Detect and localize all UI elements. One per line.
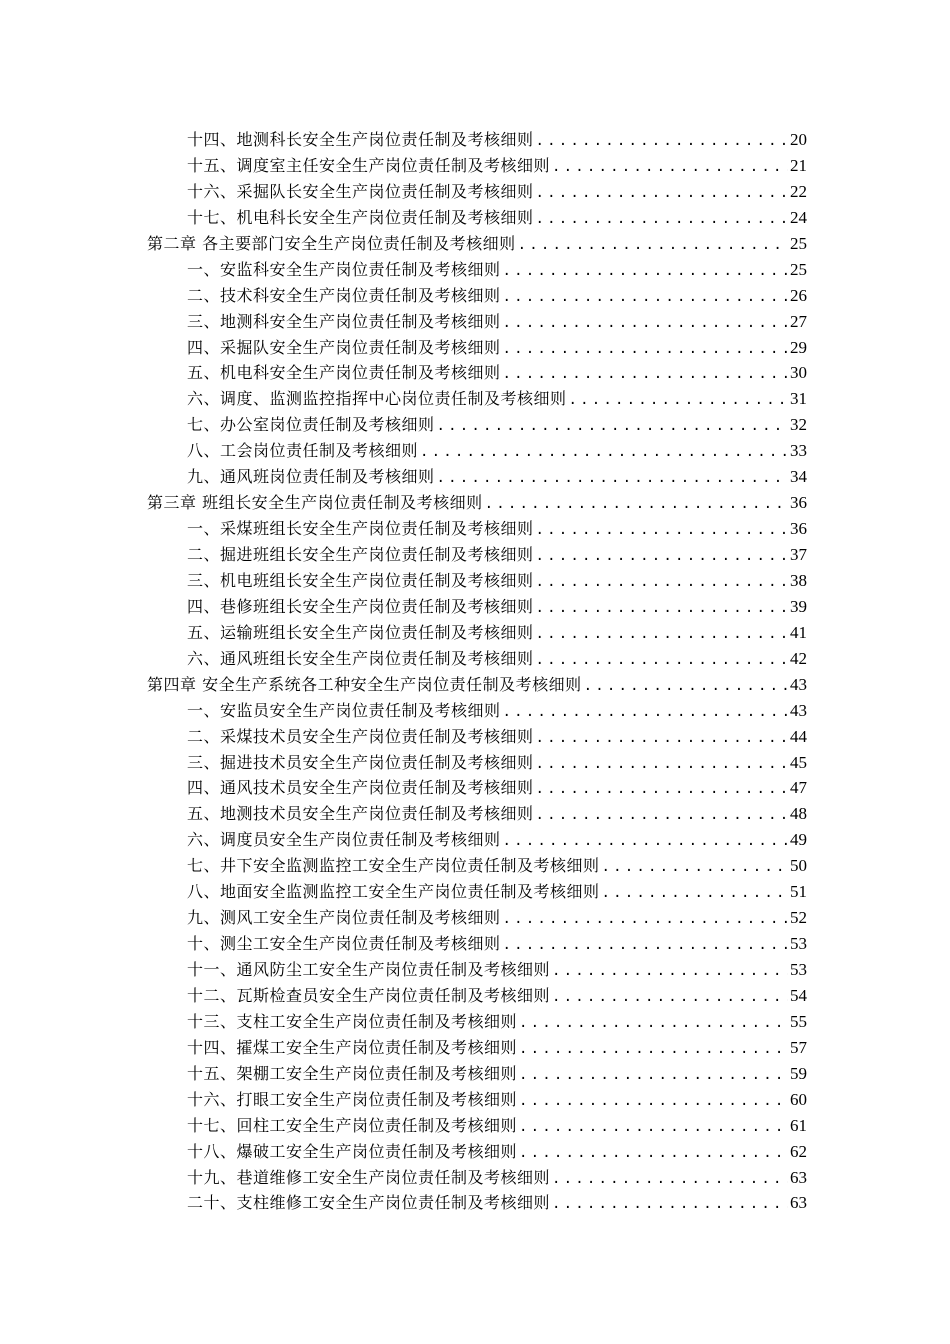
toc-leader-dots xyxy=(519,1141,788,1167)
toc-entry-title: 十八、爆破工安全生产岗位责任制及考核细则 xyxy=(187,1141,518,1161)
toc-leader-dots xyxy=(536,622,788,648)
toc-leader-dots xyxy=(536,752,788,778)
toc-entry-title: 十四、地测科长安全生产岗位责任制及考核细则 xyxy=(187,130,534,149)
toc-leader-dots xyxy=(536,544,788,570)
toc-entry-title: 八、工会岗位责任制及考核细则 xyxy=(187,441,419,461)
toc-leader-dots xyxy=(518,233,788,259)
toc-entry-title: 七、办公室岗位责任制及考核细则 xyxy=(187,415,435,435)
toc-entry-page: 60 xyxy=(790,1089,807,1109)
toc-entry-page: 47 xyxy=(790,778,807,798)
toc-entry-title: 五、机电科安全生产岗位责任制及考核细则 xyxy=(187,363,501,383)
toc-entry-title: 四、巷修班组长安全生产岗位责任制及考核细则 xyxy=(187,596,534,616)
toc-entry[interactable] xyxy=(147,360,807,386)
toc-entry-title: 一、安监员安全生产岗位责任制及考核细则 xyxy=(187,700,501,720)
toc-entry[interactable] xyxy=(147,1165,807,1191)
toc-entry[interactable] xyxy=(147,516,807,542)
table-of-contents xyxy=(147,127,807,1216)
toc-entry[interactable] xyxy=(147,205,807,231)
toc-entry[interactable] xyxy=(147,127,807,153)
toc-leader-dots xyxy=(503,259,788,285)
toc-entry-page: 20 xyxy=(790,130,807,149)
toc-entry-page: 33 xyxy=(790,441,807,461)
toc-entry[interactable] xyxy=(147,905,807,931)
toc-entry-page: 63 xyxy=(790,1167,807,1187)
toc-entry-page: 37 xyxy=(790,545,807,564)
toc-entry-page: 44 xyxy=(790,726,807,746)
toc-leader-dots xyxy=(536,596,788,622)
toc-entry-page: 52 xyxy=(790,908,807,928)
toc-entry-title: 十九、巷道维修工安全生产岗位责任制及考核细则 xyxy=(187,1167,551,1187)
toc-entry-title: 五、运输班组长安全生产岗位责任制及考核细则 xyxy=(187,622,534,642)
toc-entry-page: 48 xyxy=(790,804,807,824)
toc-entry[interactable] xyxy=(147,879,807,905)
toc-entry-page: 30 xyxy=(790,363,807,383)
toc-entry-title: 一、安监科安全生产岗位责任制及考核细则 xyxy=(187,259,501,279)
toc-entry-page: 57 xyxy=(790,1037,807,1057)
toc-entry-title: 十五、调度室主任安全生产岗位责任制及考核细则 xyxy=(187,155,551,175)
toc-entry[interactable] xyxy=(147,231,807,257)
toc-entry-page: 53 xyxy=(790,934,807,954)
toc-entry[interactable] xyxy=(147,542,807,568)
toc-leader-dots xyxy=(552,959,788,985)
toc-entry[interactable] xyxy=(147,1139,807,1165)
toc-entry-title: 十五、架棚工安全生产岗位责任制及考核细则 xyxy=(187,1063,518,1083)
toc-entry[interactable] xyxy=(147,335,807,361)
toc-entry-page: 29 xyxy=(790,337,807,357)
toc-leader-dots xyxy=(519,1063,788,1089)
toc-entry-page: 63 xyxy=(790,1193,807,1213)
toc-entry-title: 第三章 班组长安全生产岗位责任制及考核细则 xyxy=(147,493,483,513)
toc-entry-title: 第二章 各主要部门安全生产岗位责任制及考核细则 xyxy=(147,233,516,253)
toc-entry-title: 九、通风班岗位责任制及考核细则 xyxy=(187,467,435,487)
toc-entry-title: 十二、瓦斯检查员安全生产岗位责任制及考核细则 xyxy=(187,985,551,1005)
toc-leader-dots xyxy=(503,829,788,855)
toc-entry-title: 十四、攉煤工安全生产岗位责任制及考核细则 xyxy=(187,1037,518,1057)
toc-entry-page: 38 xyxy=(790,570,807,590)
toc-entry-title: 九、测风工安全生产岗位责任制及考核细则 xyxy=(187,908,501,928)
toc-leader-dots xyxy=(536,803,788,829)
toc-leader-dots xyxy=(536,777,788,803)
toc-leader-dots xyxy=(503,362,788,388)
toc-leader-dots xyxy=(552,1192,788,1218)
toc-entry-page: 25 xyxy=(790,259,807,279)
toc-entry[interactable] xyxy=(147,1190,807,1216)
toc-entry[interactable] xyxy=(147,801,807,827)
toc-leader-dots xyxy=(503,285,788,311)
toc-entry-title: 十、测尘工安全生产岗位责任制及考核细则 xyxy=(187,934,501,954)
toc-entry-page: 26 xyxy=(790,285,807,305)
toc-leader-dots xyxy=(503,700,788,726)
toc-entry[interactable] xyxy=(147,672,807,698)
toc-entry-page: 61 xyxy=(790,1115,807,1135)
toc-entry-title: 二十、支柱维修工安全生产岗位责任制及考核细则 xyxy=(187,1193,551,1213)
toc-entry[interactable] xyxy=(147,464,807,490)
toc-entry[interactable] xyxy=(147,698,807,724)
toc-leader-dots xyxy=(536,570,788,596)
toc-entry[interactable] xyxy=(147,257,807,283)
toc-entry-page: 42 xyxy=(790,648,807,668)
toc-leader-dots xyxy=(519,1115,788,1141)
toc-entry-page: 22 xyxy=(790,181,807,201)
toc-entry-title: 三、掘进技术员安全生产岗位责任制及考核细则 xyxy=(187,752,534,772)
toc-entry-page: 25 xyxy=(790,233,807,253)
toc-entry-page: 31 xyxy=(790,389,807,409)
toc-entry-title: 六、调度员安全生产岗位责任制及考核细则 xyxy=(187,830,501,850)
toc-entry[interactable] xyxy=(147,646,807,672)
toc-entry[interactable] xyxy=(147,309,807,335)
toc-leader-dots xyxy=(503,907,788,933)
toc-entry-title: 三、机电班组长安全生产岗位责任制及考核细则 xyxy=(187,570,534,590)
toc-entry-title: 六、调度、监测监控指挥中心岗位责任制及考核细则 xyxy=(187,389,567,409)
toc-entry[interactable] xyxy=(147,1061,807,1087)
toc-entry[interactable] xyxy=(147,983,807,1009)
toc-entry-page: 54 xyxy=(790,985,807,1005)
toc-entry-title: 二、采煤技术员安全生产岗位责任制及考核细则 xyxy=(187,726,534,746)
toc-leader-dots xyxy=(536,129,788,155)
toc-leader-dots xyxy=(437,466,788,492)
toc-entry-page: 53 xyxy=(790,960,807,979)
toc-entry[interactable] xyxy=(147,438,807,464)
toc-leader-dots xyxy=(552,155,788,181)
toc-leader-dots xyxy=(536,518,788,544)
toc-entry[interactable] xyxy=(147,1087,807,1113)
toc-leader-dots xyxy=(519,1037,788,1063)
toc-entry-page: 34 xyxy=(790,467,807,487)
toc-entry-title: 一、采煤班组长安全生产岗位责任制及考核细则 xyxy=(187,519,534,539)
toc-entry-page: 41 xyxy=(790,622,807,642)
toc-leader-dots xyxy=(552,985,788,1011)
toc-leader-dots xyxy=(536,181,788,207)
toc-entry-page: 62 xyxy=(790,1141,807,1161)
toc-entry-page: 55 xyxy=(790,1011,807,1031)
toc-entry[interactable] xyxy=(147,750,807,776)
toc-entry-title: 四、通风技术员安全生产岗位责任制及考核细则 xyxy=(187,778,534,798)
toc-entry-page: 43 xyxy=(790,674,807,694)
toc-entry[interactable] xyxy=(147,620,807,646)
toc-entry[interactable] xyxy=(147,179,807,205)
toc-entry-page: 36 xyxy=(790,519,807,539)
toc-entry-title: 十一、通风防尘工安全生产岗位责任制及考核细则 xyxy=(187,960,551,979)
toc-entry-page: 43 xyxy=(790,700,807,720)
toc-entry[interactable] xyxy=(147,153,807,179)
toc-leader-dots xyxy=(519,1089,788,1115)
toc-entry[interactable] xyxy=(147,931,807,957)
toc-leader-dots xyxy=(503,933,788,959)
toc-entry[interactable] xyxy=(147,412,807,438)
toc-entry-page: 59 xyxy=(790,1063,807,1083)
toc-entry-title: 六、通风班组长安全生产岗位责任制及考核细则 xyxy=(187,648,534,668)
toc-entry-page: 39 xyxy=(790,596,807,616)
toc-entry-page: 50 xyxy=(790,856,807,876)
toc-leader-dots xyxy=(485,492,788,518)
toc-entry[interactable] xyxy=(147,724,807,750)
toc-entry[interactable] xyxy=(147,827,807,853)
toc-entry-title: 七、井下安全监测监控工安全生产岗位责任制及考核细则 xyxy=(187,856,600,876)
toc-entry-title: 第四章 安全生产系统各工种安全生产岗位责任制及考核细则 xyxy=(147,674,582,694)
toc-leader-dots xyxy=(503,311,788,337)
toc-leader-dots xyxy=(552,1167,788,1193)
toc-leader-dots xyxy=(536,648,788,674)
toc-leader-dots xyxy=(602,855,788,881)
toc-entry-title: 四、采掘队安全生产岗位责任制及考核细则 xyxy=(187,337,501,357)
toc-entry-title: 三、地测科安全生产岗位责任制及考核细则 xyxy=(187,311,501,331)
toc-entry[interactable] xyxy=(147,957,807,983)
toc-entry-title: 十七、机电科长安全生产岗位责任制及考核细则 xyxy=(187,207,534,227)
toc-entry-title: 十三、支柱工安全生产岗位责任制及考核细则 xyxy=(187,1011,518,1031)
toc-entry-page: 27 xyxy=(790,311,807,331)
toc-entry-page: 32 xyxy=(790,415,807,435)
toc-leader-dots xyxy=(519,1011,788,1037)
toc-entry[interactable] xyxy=(147,594,807,620)
toc-entry-title: 五、地测技术员安全生产岗位责任制及考核细则 xyxy=(187,804,534,824)
toc-entry-page: 51 xyxy=(790,882,807,902)
toc-entry-page: 24 xyxy=(790,207,807,227)
toc-leader-dots xyxy=(569,388,788,414)
toc-entry[interactable] xyxy=(147,1113,807,1139)
toc-leader-dots xyxy=(584,674,788,700)
toc-entry[interactable] xyxy=(147,568,807,594)
toc-entry[interactable] xyxy=(147,386,807,412)
toc-entry-title: 二、掘进班组长安全生产岗位责任制及考核细则 xyxy=(187,545,534,564)
toc-entry-title: 八、地面安全监测监控工安全生产岗位责任制及考核细则 xyxy=(187,882,600,902)
toc-leader-dots xyxy=(437,414,788,440)
toc-entry-page: 21 xyxy=(790,155,807,175)
toc-entry[interactable] xyxy=(147,1009,807,1035)
toc-leader-dots xyxy=(536,726,788,752)
toc-leader-dots xyxy=(503,337,788,363)
toc-entry-title: 十六、打眼工安全生产岗位责任制及考核细则 xyxy=(187,1089,518,1109)
toc-entry[interactable] xyxy=(147,490,807,516)
toc-entry-title: 二、技术科安全生产岗位责任制及考核细则 xyxy=(187,285,501,305)
toc-leader-dots xyxy=(420,440,788,466)
toc-leader-dots xyxy=(602,881,788,907)
toc-entry-page: 45 xyxy=(790,752,807,772)
toc-entry-title: 十七、回柱工安全生产岗位责任制及考核细则 xyxy=(187,1115,518,1135)
toc-entry[interactable] xyxy=(147,775,807,801)
toc-entry-page: 49 xyxy=(790,830,807,850)
toc-entry[interactable] xyxy=(147,1035,807,1061)
toc-entry[interactable] xyxy=(147,283,807,309)
toc-leader-dots xyxy=(536,207,788,233)
toc-entry-page: 36 xyxy=(790,493,807,513)
toc-entry-title: 十六、采掘队长安全生产岗位责任制及考核细则 xyxy=(187,181,534,201)
toc-entry[interactable] xyxy=(147,853,807,879)
